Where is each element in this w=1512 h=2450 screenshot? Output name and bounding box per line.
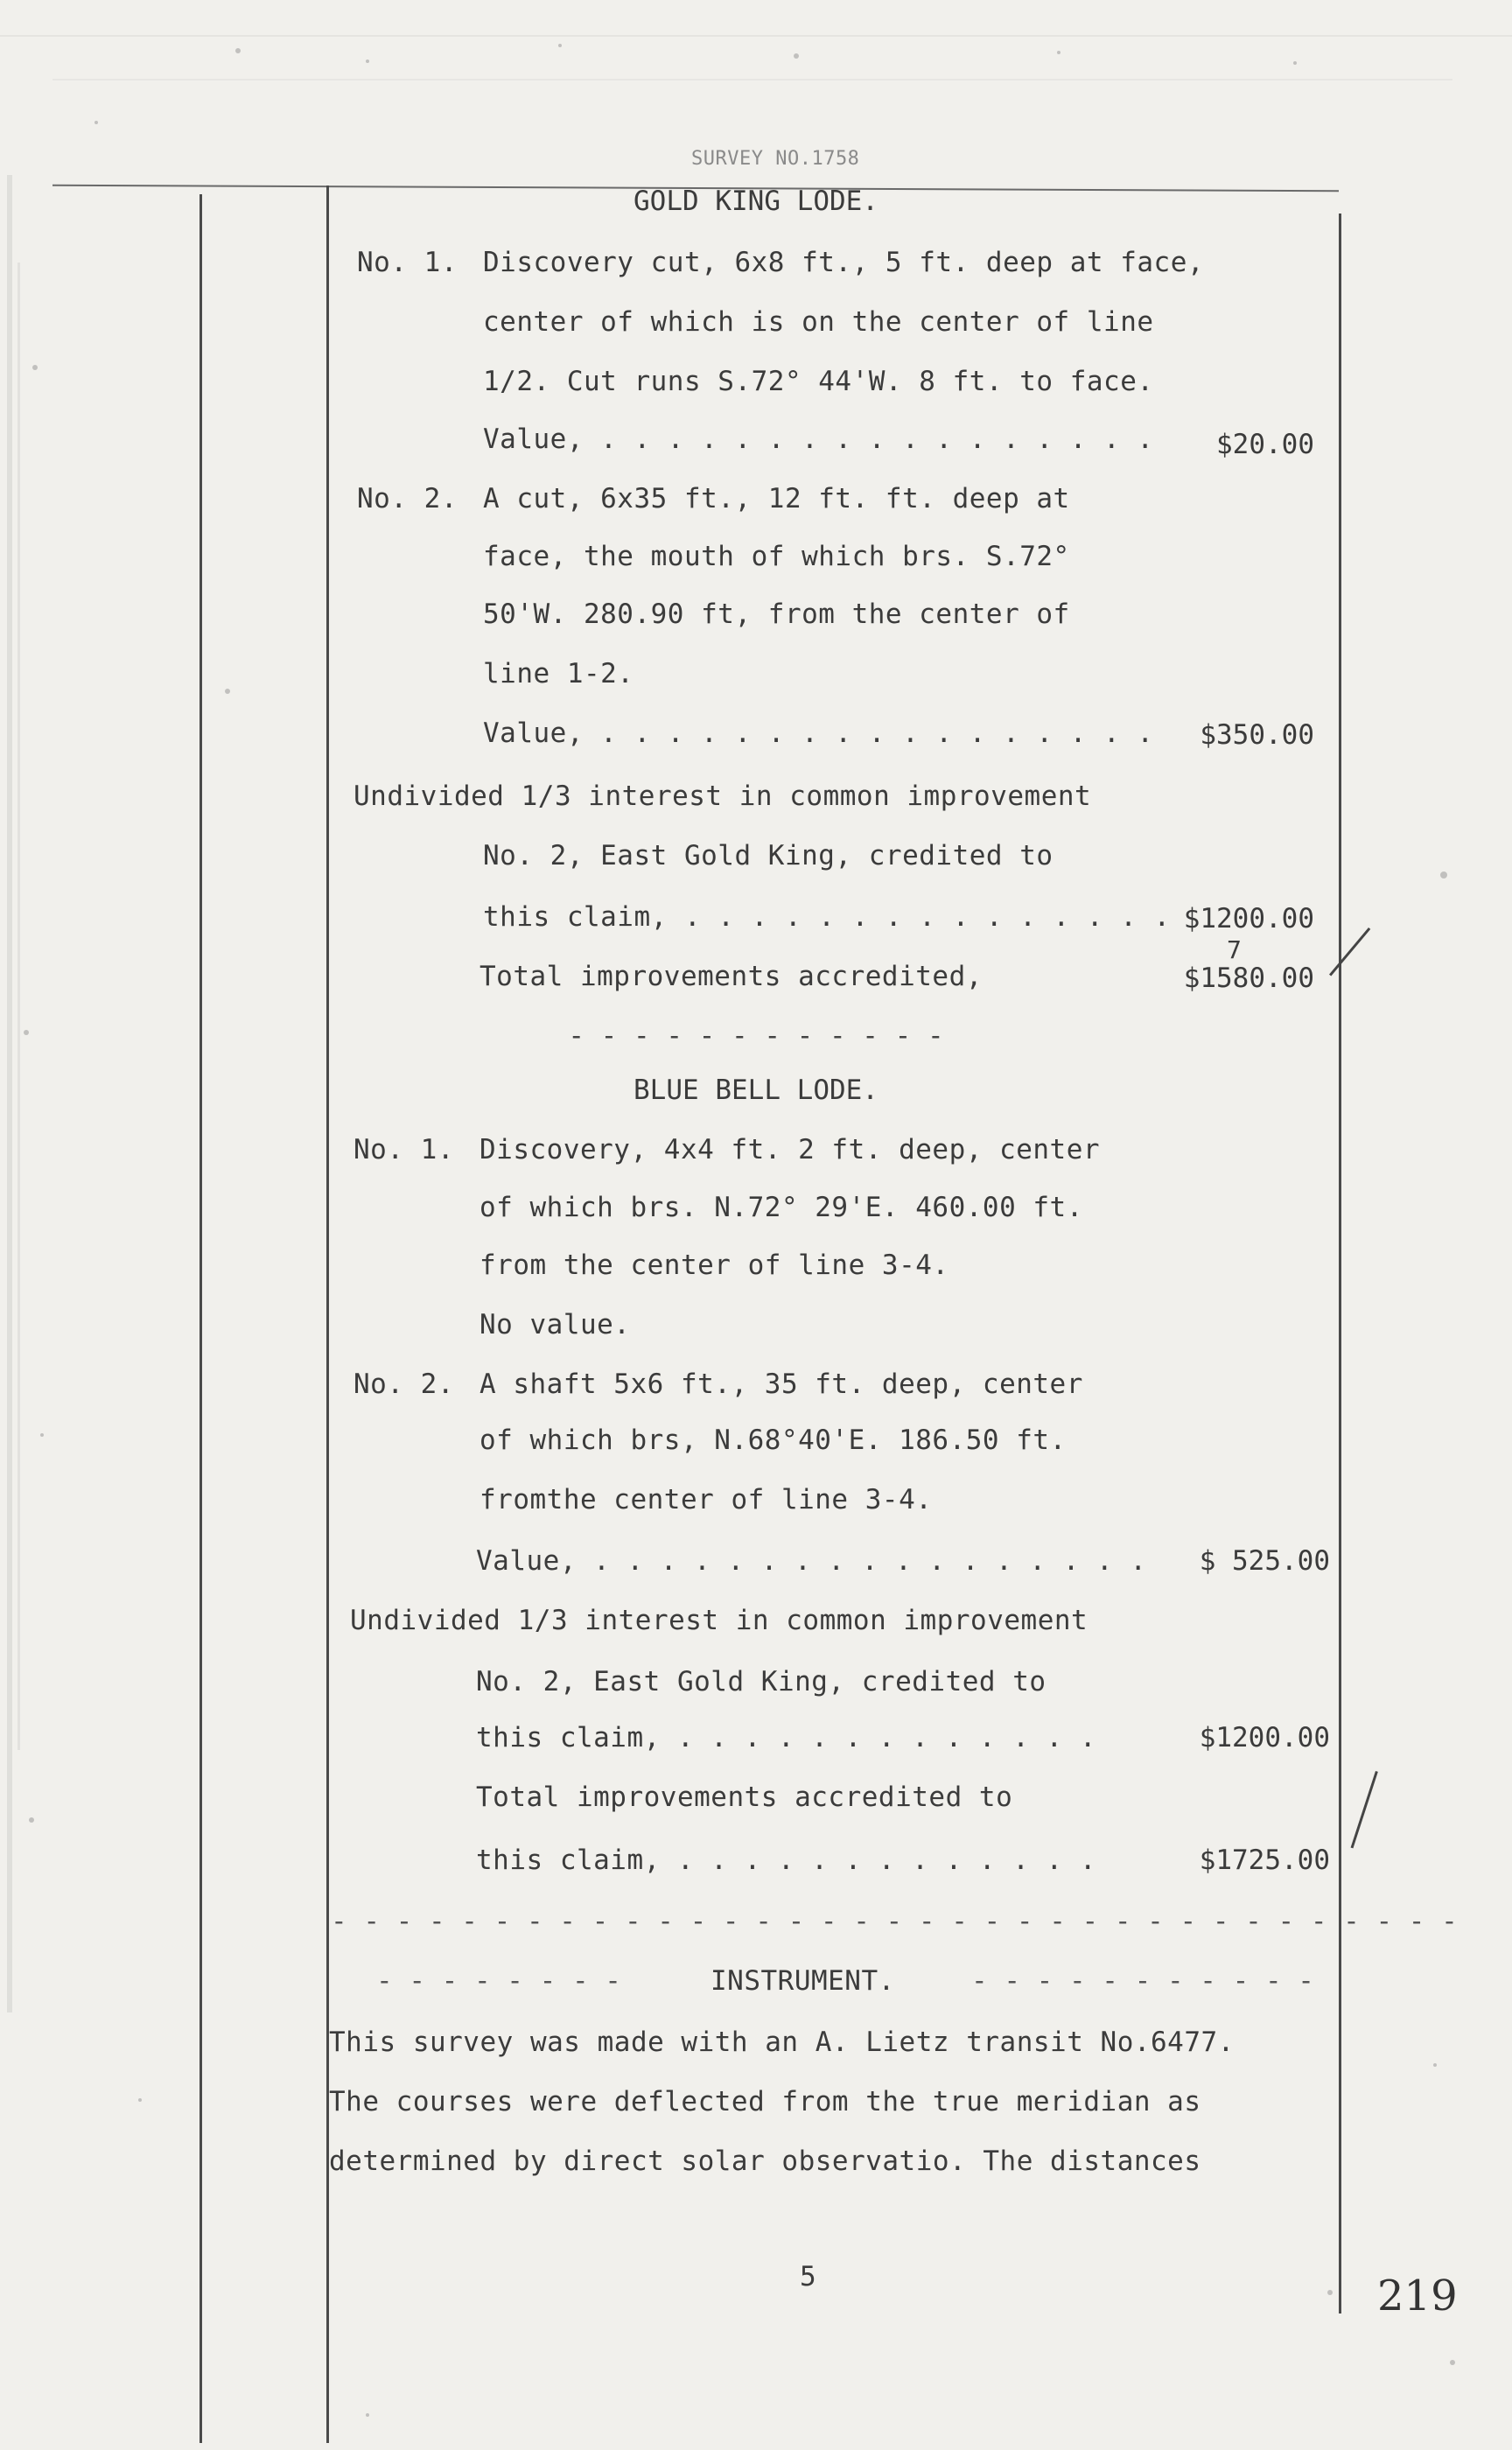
- gold-king-undivided-value: $1200.00: [1183, 903, 1314, 934]
- instrument-line3: determined by direct solar observatio. The distances: [329, 2146, 1201, 2177]
- page-number: 5: [800, 2261, 817, 2292]
- instrument-line1: This survey was made with an A. Lietz transit No.6477.: [329, 2026, 1235, 2058]
- gold-king-item1-line3: 1/2. Cut runs S.72° 44'W. 8 ft. to face.: [483, 366, 1154, 397]
- separator-short: - - - - - - - - - - - -: [568, 1020, 944, 1052]
- gold-king-item1-value: $20.00: [1216, 429, 1314, 460]
- gold-king-item2-line2: face, the mouth of which brs. S.72°: [483, 541, 1070, 572]
- instrument-left-dashes: - - - - - - - -: [376, 1965, 621, 1997]
- separator-long: - - - - - - - - - - - - - - - - - - - - - - - - - - - - - - - - - - -: [331, 1906, 1458, 1937]
- gold-king-item1-line1: Discovery cut, 6x8 ft., 5 ft. deep at face,: [483, 247, 1205, 278]
- blue-bell-undivided-line1: Undivided 1/3 interest in common improvement: [350, 1605, 1088, 1636]
- gold-king-undivided-line1: Undivided 1/3 interest in common improvement: [354, 780, 1092, 812]
- blue-bell-item2-value-line: Value, . . . . . . . . . . . . . . . . .: [476, 1545, 1147, 1577]
- gold-king-item1-line2: center of which is on the center of line: [483, 306, 1154, 338]
- handwritten-folio-number: 219: [1377, 2272, 1458, 2320]
- gold-king-item2-line4: line 1-2.: [483, 658, 634, 690]
- blue-bell-undivided-value: $1200.00: [1199, 1722, 1330, 1754]
- blue-bell-undivided-line3: this claim, . . . . . . . . . . . . .: [476, 1722, 1097, 1754]
- gold-king-title: GOLD KING LODE.: [634, 186, 878, 217]
- blue-bell-total-line1: Total improvements accredited to: [476, 1782, 1013, 1813]
- gold-king-item1-label: No. 1.: [357, 247, 458, 278]
- blue-bell-item2-line2: of which brs, N.68°40'E. 186.50 ft.: [480, 1424, 1067, 1456]
- blue-bell-item2-label: No. 2.: [354, 1368, 454, 1400]
- blue-bell-item1-line3: from the center of line 3-4.: [480, 1250, 949, 1281]
- instrument-line2: The courses were deflected from the true meridian as: [329, 2086, 1201, 2118]
- instrument-right-dashes: - - - - - - - - - - -: [971, 1965, 1314, 1997]
- gold-king-item2-label: No. 2.: [357, 483, 458, 514]
- gold-king-item2-value: $350.00: [1200, 719, 1314, 751]
- gold-king-undivided-line3: this claim, . . . . . . . . . . . . . . .: [483, 901, 1171, 933]
- right-margin-rule: [1339, 214, 1341, 2314]
- instrument-title: INSTRUMENT.: [710, 1965, 895, 1997]
- gold-king-total-line: Total improvements accredited,: [480, 961, 983, 992]
- blue-bell-total-value: $1725.00: [1199, 1844, 1330, 1876]
- gold-king-item2-line1: A cut, 6x35 ft., 12 ft. ft. deep at: [483, 483, 1070, 514]
- blue-bell-item1-line2: of which brs. N.72° 29'E. 460.00 ft.: [480, 1192, 1083, 1223]
- gold-king-total-correction: 7: [1227, 935, 1242, 964]
- blue-bell-item1-line4: No value.: [480, 1309, 631, 1340]
- blue-bell-item2-line1: A shaft 5x6 ft., 35 ft. deep, center: [480, 1368, 1083, 1400]
- survey-number-header: SURVEY NO.1758: [691, 148, 860, 170]
- blue-bell-item1-line1: Discovery, 4x4 ft. 2 ft. deep, center: [480, 1134, 1101, 1166]
- gold-king-item2-value-line: Value, . . . . . . . . . . . . . . . . .: [483, 718, 1154, 749]
- gold-king-undivided-line2: No. 2, East Gold King, credited to: [483, 840, 1054, 872]
- gold-king-item2-line3: 50'W. 280.90 ft, from the center of: [483, 598, 1070, 630]
- blue-bell-item2-line3: fromthe center of line 3-4.: [480, 1484, 933, 1516]
- left-margin-rule-outer: [200, 194, 202, 2443]
- blue-bell-title: BLUE BELL LODE.: [634, 1074, 878, 1106]
- gold-king-item1-value-line: Value, . . . . . . . . . . . . . . . . .: [483, 424, 1154, 455]
- gold-king-total-value: $1580.00: [1183, 962, 1314, 994]
- blue-bell-total-line2: this claim, . . . . . . . . . . . . .: [476, 1844, 1097, 1876]
- blue-bell-item1-label: No. 1.: [354, 1134, 454, 1166]
- blue-bell-undivided-line2: No. 2, East Gold King, credited to: [476, 1666, 1046, 1698]
- blue-bell-item2-value: $ 525.00: [1199, 1545, 1330, 1577]
